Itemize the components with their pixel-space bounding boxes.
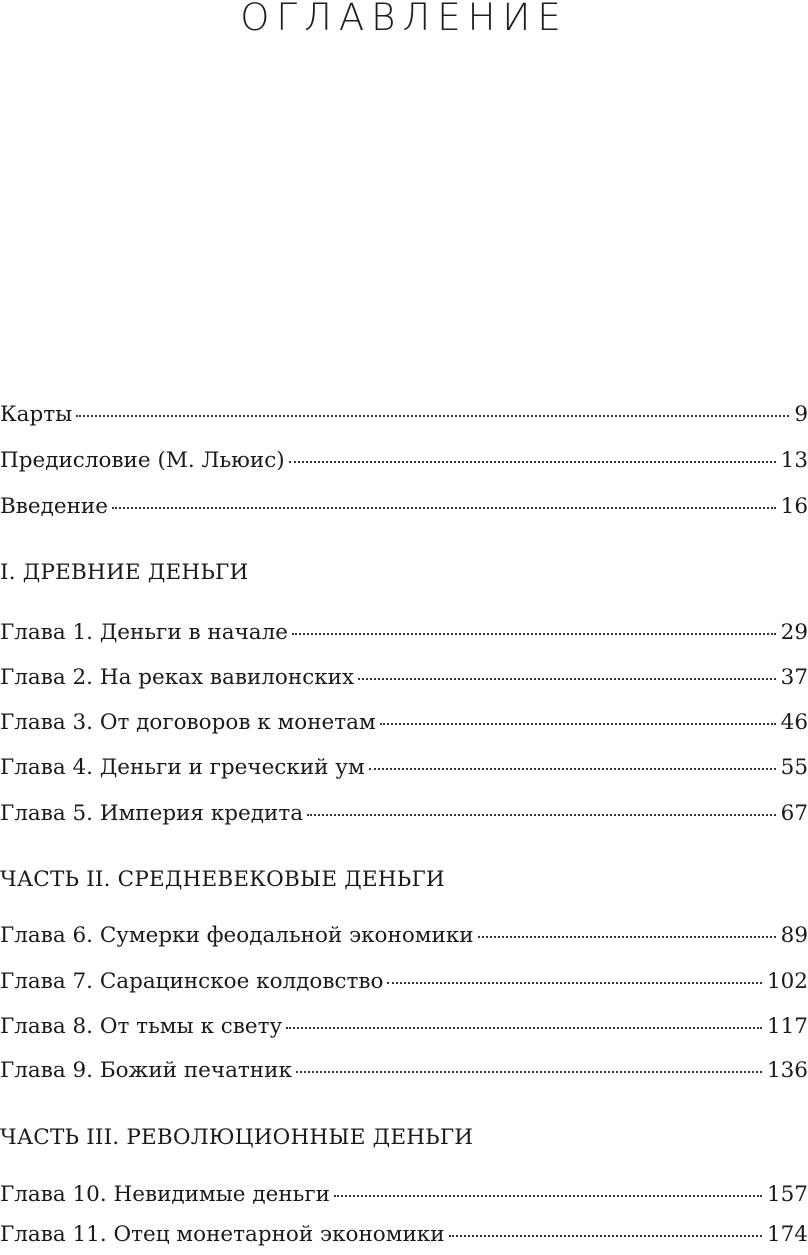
toc-entry[interactable]: [0, 920, 808, 952]
toc-entry-label: Глава 11. Отец монетарной экономики: [0, 1222, 445, 1247]
dot-leader: [286, 1027, 762, 1029]
dot-leader: [380, 723, 776, 725]
toc-entry-page-number: 55: [780, 755, 808, 780]
dot-leader: [358, 678, 775, 680]
toc-entry-page-number: 13: [780, 448, 808, 473]
toc-entry-page-number: 9: [794, 402, 808, 427]
toc-entry-label: Глава 5. Империя кредита: [0, 801, 304, 826]
toc-entry[interactable]: [0, 399, 808, 431]
toc-entry-page-number: 67: [780, 801, 808, 826]
toc-entry-page-number: 174: [766, 1222, 808, 1247]
toc-entry-label: Глава 1. Деньги в начале: [0, 620, 288, 645]
toc-entry-page-number: 46: [780, 710, 808, 735]
toc-entry-label: Введение: [0, 494, 108, 519]
toc-entry-label: Глава 6. Сумерки феодальной экономики: [0, 923, 474, 948]
toc-entry-page-number: 16: [780, 494, 808, 519]
toc-entry-label: Предисловие (М. Льюис): [0, 448, 285, 473]
toc-entry-label: Глава 3. От договоров к монетам: [0, 710, 376, 735]
toc-entry-label: Глава 9. Божий печатник: [0, 1058, 292, 1083]
toc-entry-label: Глава 8. От тьмы к свету: [0, 1014, 283, 1039]
dot-leader: [307, 814, 776, 816]
toc-entry[interactable]: [0, 662, 808, 694]
toc-entry[interactable]: [0, 617, 808, 649]
toc-entry-page-number: 157: [766, 1182, 808, 1207]
part-heading: ЧАСТЬ II. СРЕДНЕВЕКОВЫЕ ДЕНЬГИ: [0, 867, 445, 892]
dot-leader: [292, 633, 776, 635]
toc-entry[interactable]: [0, 1055, 808, 1087]
toc-entry-label: Глава 2. На реках вавилонских: [0, 665, 355, 690]
toc-entry-label: Глава 10. Невидимые деньги: [0, 1182, 330, 1207]
toc-entry-page-number: 37: [780, 665, 808, 690]
dot-leader: [449, 1235, 762, 1237]
toc-entry[interactable]: [0, 491, 808, 523]
dot-leader: [478, 936, 776, 938]
toc-entry[interactable]: [0, 798, 808, 830]
toc-entry-label: Глава 4. Деньги и греческий ум: [0, 755, 365, 780]
toc-entry-page-number: 89: [780, 923, 808, 948]
dot-leader: [76, 415, 789, 417]
part-heading: I. ДРЕВНИЕ ДЕНЬГИ: [0, 560, 249, 585]
page-title: ОГЛАВЛЕНИЕ: [240, 0, 568, 39]
toc-entry-page-number: 117: [766, 1014, 808, 1039]
toc-entry[interactable]: [0, 752, 808, 784]
dot-leader: [289, 461, 776, 463]
toc-entry[interactable]: [0, 445, 808, 477]
toc-entry[interactable]: [0, 1179, 808, 1211]
toc-entry-label: Карты: [0, 402, 73, 427]
toc-entry[interactable]: [0, 1011, 808, 1043]
dot-leader: [296, 1071, 762, 1073]
dot-leader: [387, 982, 762, 984]
dot-leader: [112, 507, 776, 509]
dot-leader: [334, 1195, 762, 1197]
toc-entry-page-number: 102: [766, 969, 808, 994]
toc-entry-label: Глава 7. Сарацинское колдовство: [0, 969, 384, 994]
toc-entry[interactable]: [0, 1219, 808, 1251]
toc-entry[interactable]: [0, 966, 808, 998]
toc-entry-page-number: 29: [780, 620, 808, 645]
part-heading: ЧАСТЬ III. РЕВОЛЮЦИОННЫЕ ДЕНЬГИ: [0, 1125, 474, 1150]
toc-entry-page-number: 136: [766, 1058, 808, 1083]
toc-entry[interactable]: [0, 707, 808, 739]
dot-leader: [369, 768, 776, 770]
